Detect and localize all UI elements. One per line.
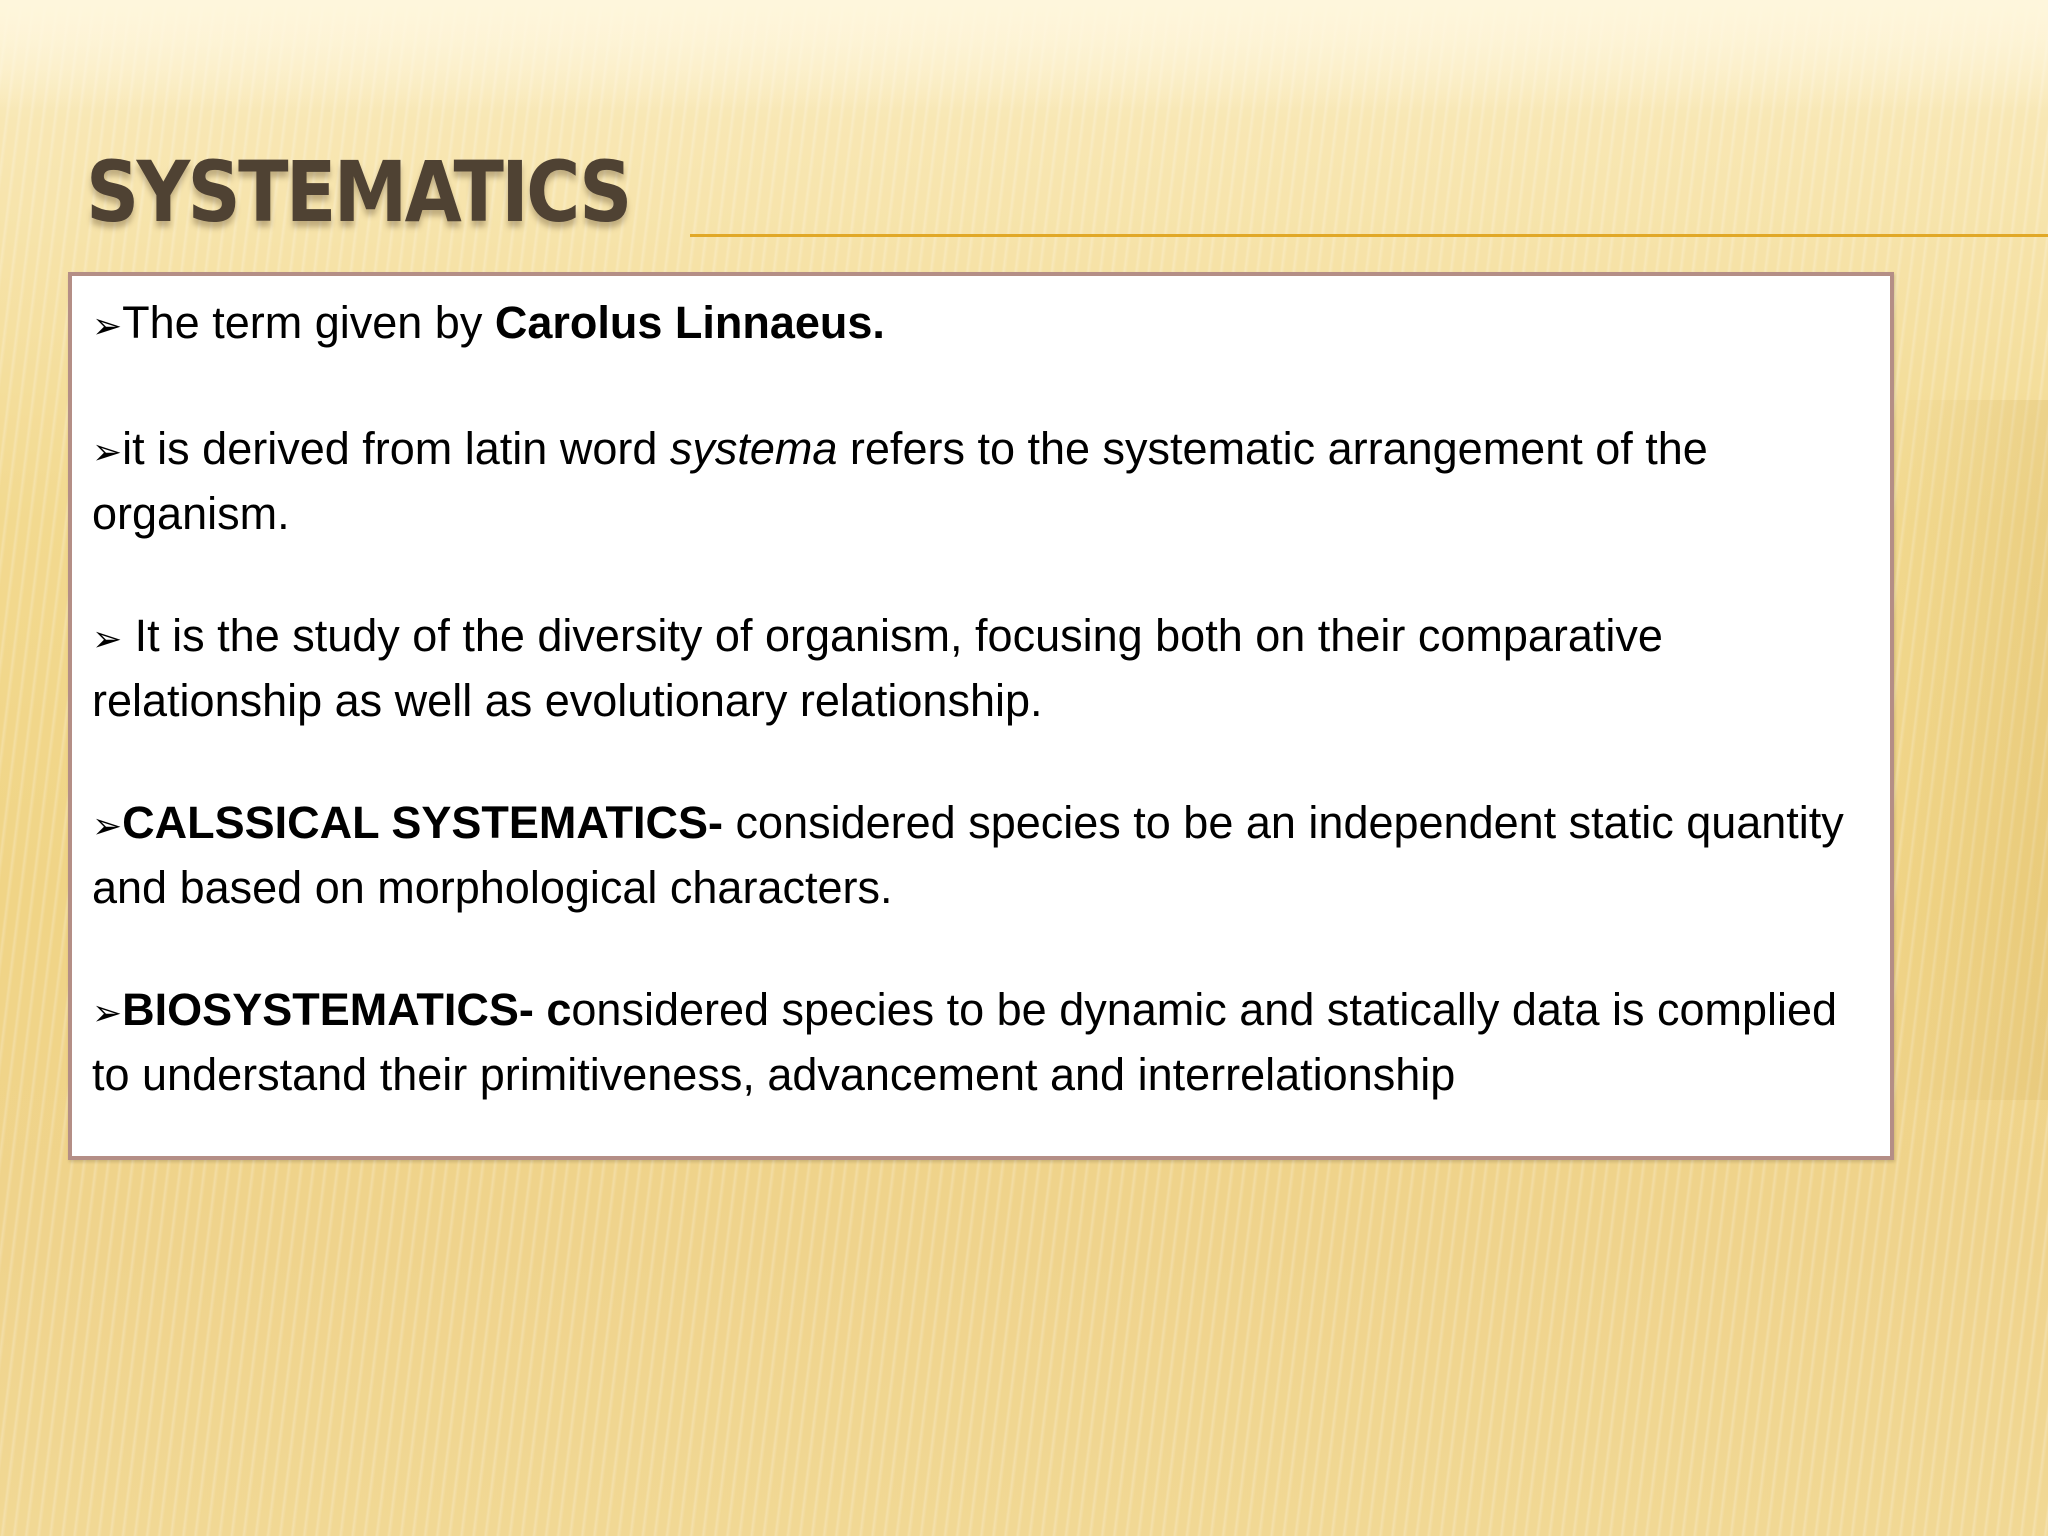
bullet-definition (92, 605, 1870, 731)
bullet-bold-lead: BIOSYSTEMATICS- c (122, 984, 572, 1035)
bullet-text-after: refers to the systematic arrangement of the organism. (92, 423, 1708, 539)
arrow-bullet-icon: ➢ (92, 306, 123, 347)
arrow-bullet-icon: ➢ (92, 993, 123, 1034)
bullet-term-origin (92, 292, 1870, 357)
bullet-bold-text: Carolus Linnaeus. (494, 297, 885, 348)
bullet-derivation (92, 418, 1870, 544)
bullet-biosystematics (92, 979, 1870, 1105)
bullet-text: The term given by (122, 297, 495, 348)
bullet-text-after: considered species to be an independent static quantity and based on morphological characters. (92, 797, 1844, 913)
bullet-bold-lead: CALSSICAL SYSTEMATICS- (122, 797, 724, 848)
background-right-shade (1880, 400, 2048, 1100)
background-top-band (0, 0, 2048, 110)
slide-title: SYSTEMATICS (86, 143, 630, 241)
arrow-bullet-icon: ➢ (92, 432, 123, 473)
arrow-bullet-icon: ➢ (92, 619, 123, 660)
bullet-text-after: onsidered species to be dynamic and statically data is complied to understand their primitiveness, advancement and interrelationship (92, 984, 1838, 1100)
bullet-text: It is the study of the diversity of organism, focusing both on their comparative relationship as well as evolutionary relationship. (92, 610, 1663, 726)
content-box (68, 272, 1894, 1160)
arrow-bullet-icon: ➢ (92, 806, 123, 847)
bullet-italic-text: systema (669, 423, 838, 474)
bullet-classical-systematics (92, 792, 1870, 918)
title-rule (690, 234, 2048, 237)
bullet-text: it is derived from latin word (122, 423, 670, 474)
